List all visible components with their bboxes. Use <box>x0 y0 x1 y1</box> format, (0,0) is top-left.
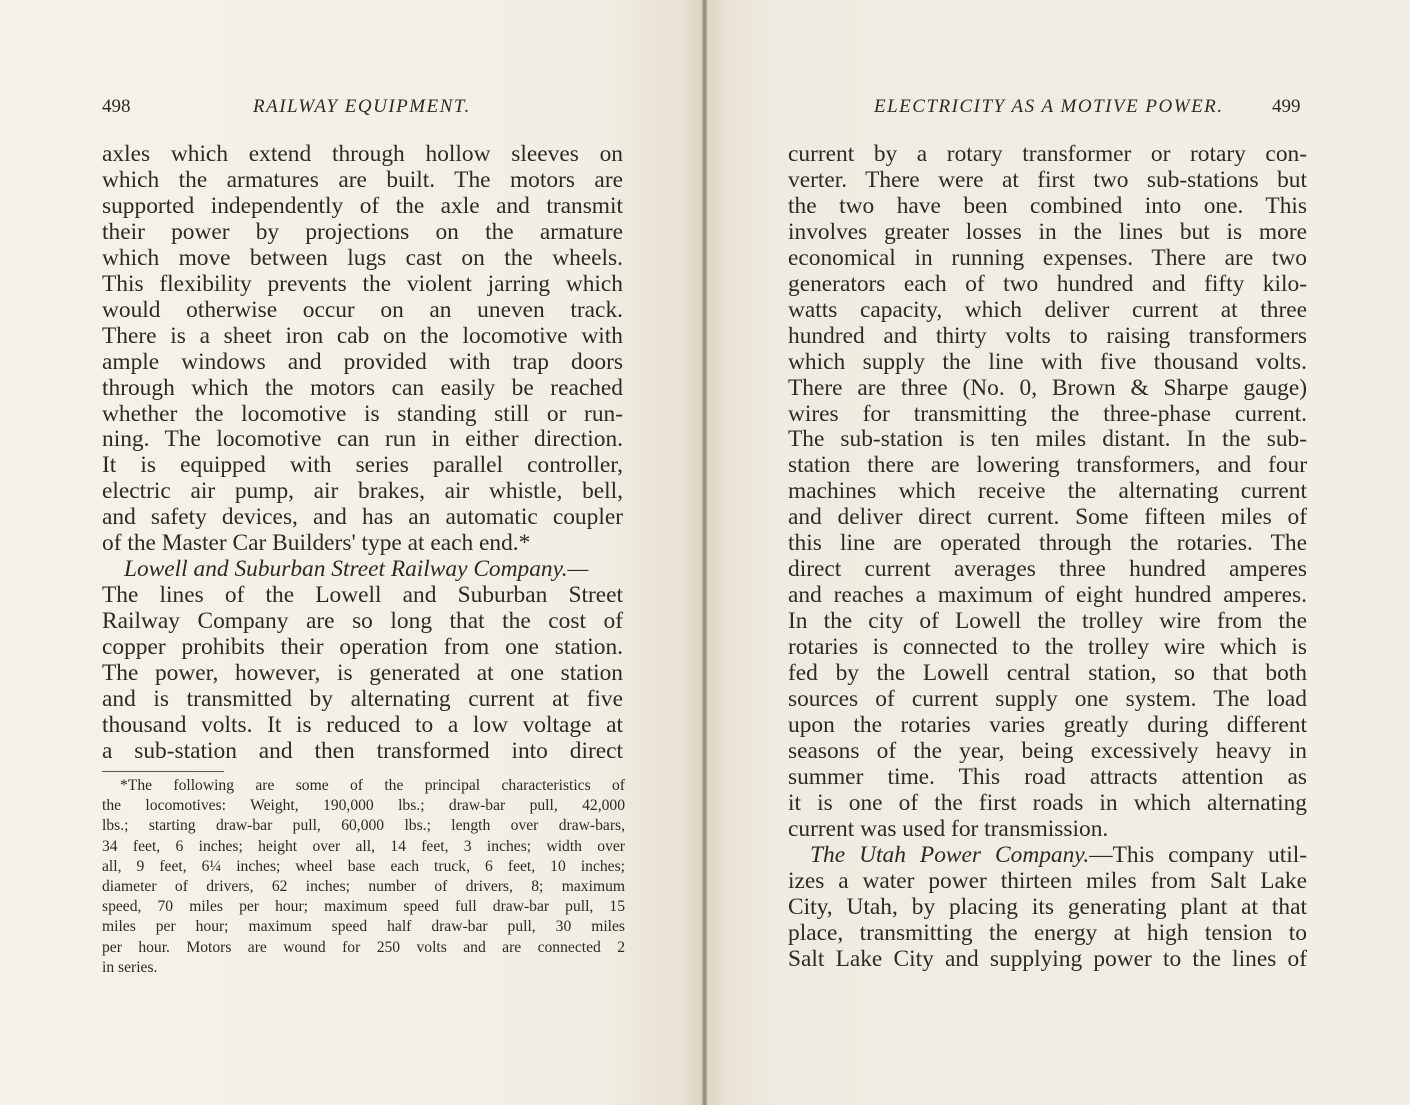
text-line: it is one of the first roads in which alternating <box>788 789 1307 816</box>
text-line: current was used for transmission. <box>788 815 1109 842</box>
text-line: direct current averages three hundred amperes <box>788 556 1307 583</box>
section-heading: The Utah Power Company. <box>810 841 1090 868</box>
text-line: ample windows and provided with trap doors <box>102 348 623 375</box>
text-line: watts capacity, which deliver current at three <box>788 296 1307 323</box>
text-line: which move between lugs cast on the wheels. <box>102 244 623 271</box>
text-line: this line are operated through the rotaries. The <box>788 530 1307 557</box>
page-number: 499 <box>1272 96 1301 117</box>
footnote <box>102 776 625 978</box>
text-line: ning. The locomotive can run in either direction. <box>102 426 623 453</box>
text-line: generators each of two hundred and fifty kilo- <box>788 270 1307 297</box>
text-line: summer time. This road attracts attention as <box>788 763 1307 790</box>
section-first-line <box>788 843 1307 869</box>
footnote-line: diameter of drivers, 62 inches; number of drivers, 8; maximum <box>102 878 625 896</box>
text-line: place, transmitting the energy at high tension to <box>788 919 1307 946</box>
footnote-line: miles per hour; maximum speed half draw-bar pull, 30 miles <box>102 918 625 936</box>
text-line: fed by the Lowell central station, so that both <box>788 660 1307 687</box>
footnote-line: 34 feet, 6 inches; height over all, 14 feet, 3 inches; width over <box>102 837 625 855</box>
text-line: and reaches a maximum of eight hundred amperes. <box>788 582 1307 609</box>
text-line: izes a water power thirteen miles from Salt Lake <box>788 867 1307 894</box>
running-title: ELECTRICITY AS A MOTIVE POWER. <box>874 96 1224 117</box>
text-line: current by a rotary transformer or rotary con- <box>788 141 1307 167</box>
text-line: verter. There were at first two sub-stations but <box>788 166 1307 193</box>
text-line: This flexibility prevents the violent jarring which <box>102 270 623 297</box>
text-line: electric air pump, air brakes, air whistle, bell, <box>102 478 623 505</box>
text-line: the two have been combined into one. This <box>788 192 1307 219</box>
text-line: sources of current supply one system. The load <box>788 686 1307 713</box>
footnote-line: lbs.; starting draw-bar pull, 60,000 lbs.; length over draw-bars, <box>102 817 625 835</box>
footnote-rule <box>102 771 224 772</box>
left-running-head <box>0 95 704 119</box>
text-line: and safety devices, and has an automatic coupler <box>102 504 623 531</box>
footnote-line: *The following are some of the principal characteristics of <box>120 777 625 794</box>
text-line: machines which receive the alternating current <box>788 478 1307 505</box>
text-line: The sub-station is ten miles distant. In the sub- <box>788 426 1307 453</box>
text-line: which the armatures are built. The motors are <box>102 166 623 193</box>
running-title: RAILWAY EQUIPMENT. <box>253 96 471 117</box>
text-line: involves greater losses in the lines but is more <box>788 218 1307 245</box>
text-line: supported independently of the axle and transmit <box>102 192 623 219</box>
left-body-text <box>102 142 623 765</box>
right-body-text <box>788 142 1307 973</box>
text-line: axles which extend through hollow sleeves on <box>102 141 623 167</box>
text-line: their power by projections on the armature <box>102 218 623 245</box>
page-number: 498 <box>102 96 131 117</box>
right-running-head <box>706 95 1410 119</box>
text-line: and is transmitted by alternating current at five <box>102 686 623 713</box>
text-line: whether the locomotive is standing still or run- <box>102 400 623 427</box>
text-line: City, Utah, by placing its generating plant at that <box>788 893 1307 920</box>
section-heading: Lowell and Suburban Street Railway Company.— <box>124 556 589 583</box>
text-line: of the Master Car Builders' type at each end.* <box>102 530 531 557</box>
section-first-tail: —This company util- <box>1089 841 1308 868</box>
text-line: which supply the line with five thousand volts. <box>788 348 1307 375</box>
text-line: through which the motors can easily be reached <box>102 374 623 401</box>
text-line: and deliver direct current. Some fifteen miles of <box>788 504 1307 531</box>
text-line: seasons of the year, being excessively heavy in <box>788 737 1307 764</box>
text-line: Railway Company are so long that the cost of <box>102 608 623 635</box>
text-line: It is equipped with series parallel controller, <box>102 452 623 479</box>
text-line: a sub-station and then transformed into direct <box>102 737 623 764</box>
footnote-line: all, 9 feet, 6¼ inches; wheel base each truck, 6 feet, 10 inches; <box>102 857 625 875</box>
text-line: Salt Lake City and supplying power to the lines of <box>788 945 1307 972</box>
text-line: In the city of Lowell the trolley wire from the <box>788 608 1307 635</box>
text-line: wires for transmitting the three-phase current. <box>788 400 1307 427</box>
text-line: There is a sheet iron cab on the locomotive with <box>102 322 623 349</box>
footnote-line: in series. <box>102 958 158 976</box>
footnote-line: the locomotives: Weight, 190,000 lbs.; draw-bar pull, 42,000 <box>102 797 625 815</box>
text-line: There are three (No. 0, Brown & Sharpe gauge) <box>788 374 1307 401</box>
text-line: economical in running expenses. There are two <box>788 244 1307 271</box>
footnote-line: speed, 70 miles per hour; maximum speed full draw-bar pull, 15 <box>102 898 625 916</box>
text-line: rotaries is connected to the trolley wire which is <box>788 634 1307 661</box>
text-line: The power, however, is generated at one station <box>102 660 623 687</box>
text-line: would otherwise occur on an uneven track. <box>102 296 623 323</box>
text-line: copper prohibits their operation from one station. <box>102 634 623 661</box>
text-line: upon the rotaries varies greatly during different <box>788 711 1307 738</box>
text-line: thousand volts. It is reduced to a low voltage at <box>102 711 623 738</box>
text-line: The lines of the Lowell and Suburban Street <box>102 582 623 609</box>
book-gutter <box>702 0 707 1105</box>
text-line: hundred and thirty volts to raising transformers <box>788 322 1307 349</box>
footnote-line: per hour. Motors are wound for 250 volts and are connected 2 <box>102 938 625 956</box>
text-line: station there are lowering transformers, and four <box>788 452 1307 479</box>
